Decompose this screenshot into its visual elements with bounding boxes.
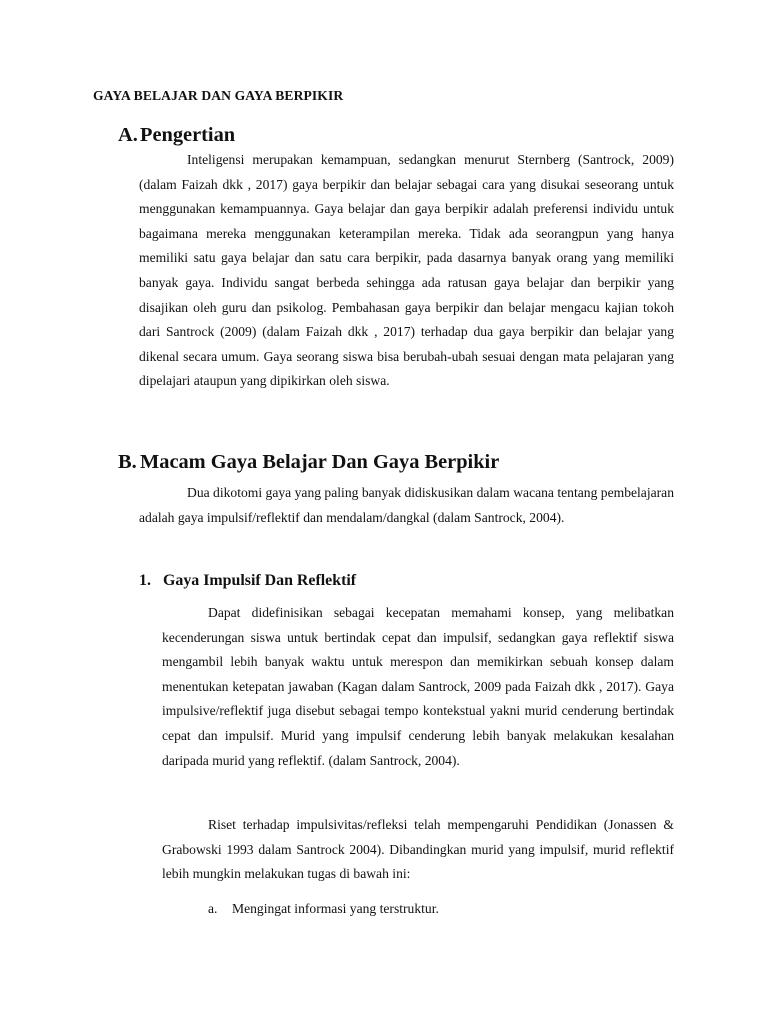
section-marker: B. xyxy=(118,451,137,473)
section-heading-macam-gaya xyxy=(118,451,499,474)
paragraph-riset: Riset terhadap impulsivitas/refleksi telah mempengaruhi Pendidikan (Jonassen & Grabowski 1993 dalam Santrock 2004). Dibandingkan murid yang impulsif, murid reflektif lebih mungkin melakukan tugas di bawah ini: xyxy=(162,817,674,882)
list-marker: a. xyxy=(208,901,218,916)
section-title: Pengertian xyxy=(140,124,236,146)
paragraph-dikotomi: Dua dikotomi gaya yang paling banyak didiskusikan dalam wacana tentang pembelajaran adalah gaya impulsif/reflektif dan mendalam/dangkal (dalam Santrock, 2004). xyxy=(139,485,674,525)
section-marker: A. xyxy=(118,124,138,146)
section-title: Macam Gaya Belajar Dan Gaya Berpikir xyxy=(140,451,500,473)
paragraph-pengertian: Inteligensi merupakan kemampuan, sedangkan menurut Sternberg (Santrock, 2009) (dalam Faizah dkk , 2017) gaya berpikir dan belajar sebagai cara yang disukai seseorang untuk menggunakan kemampuannya. Gaya belajar dan gaya berpikir adalah preferensi individu untuk bagaimana mereka menggunakan keterampilan mereka. Tidak ada seorangpun yang hanya memiliki satu gaya belajar dan satu cara berpikir, pada dasarnya banyak orang yang memiliki banyak gaya. Individu sangat berbeda sehingga ada ratusan gaya belajar dan berpikir yang disajikan oleh guru dan psikolog. Pembahasan gaya berpikir dan belajar mengacu kajian tokoh dari Santrock (2009) (dalam Faizah dkk , 2017) terhadap dua gaya berpikir dan belajar yang dikenal secara umum. Gaya seorang siswa bisa berubah-ubah sesuai dengan mata pelajaran yang dipelajari ataupun yang dipikirkan oleh siswa. xyxy=(139,152,674,389)
document-title: GAYA BELAJAR DAN GAYA BERPIKIR xyxy=(93,88,344,103)
subsection-title: Gaya Impulsif Dan Reflektif xyxy=(163,572,357,589)
subsection-heading-impulsif-reflektif xyxy=(139,572,356,590)
section-heading-pengertian xyxy=(118,124,235,147)
list-item-text: Mengingat informasi yang terstruktur. xyxy=(232,901,439,916)
list-item xyxy=(208,901,439,917)
subsection-marker: 1. xyxy=(139,572,151,589)
paragraph-definisi-impulsif: Dapat didefinisikan sebagai kecepatan memahami konsep, yang melibatkan kecenderungan siswa untuk bertindak cepat dan impulsif, sedangkan gaya reflektif siswa mengambil lebih banyak waktu untuk merespon dan memikirkan sebuah konsep dalam menentukan ketepatan jawaban (Kagan dalam Santrock, 2009 pada Faizah dkk , 2017). Gaya impulsive/reflektif juga disebut sebagai tempo kontekstual yakni murid cenderung bertindak cepat dan impulsif. Murid yang impulsif cenderung lebih banyak melakukan kesalahan daripada murid yang reflektif. (dalam Santrock, 2004). xyxy=(162,605,674,768)
